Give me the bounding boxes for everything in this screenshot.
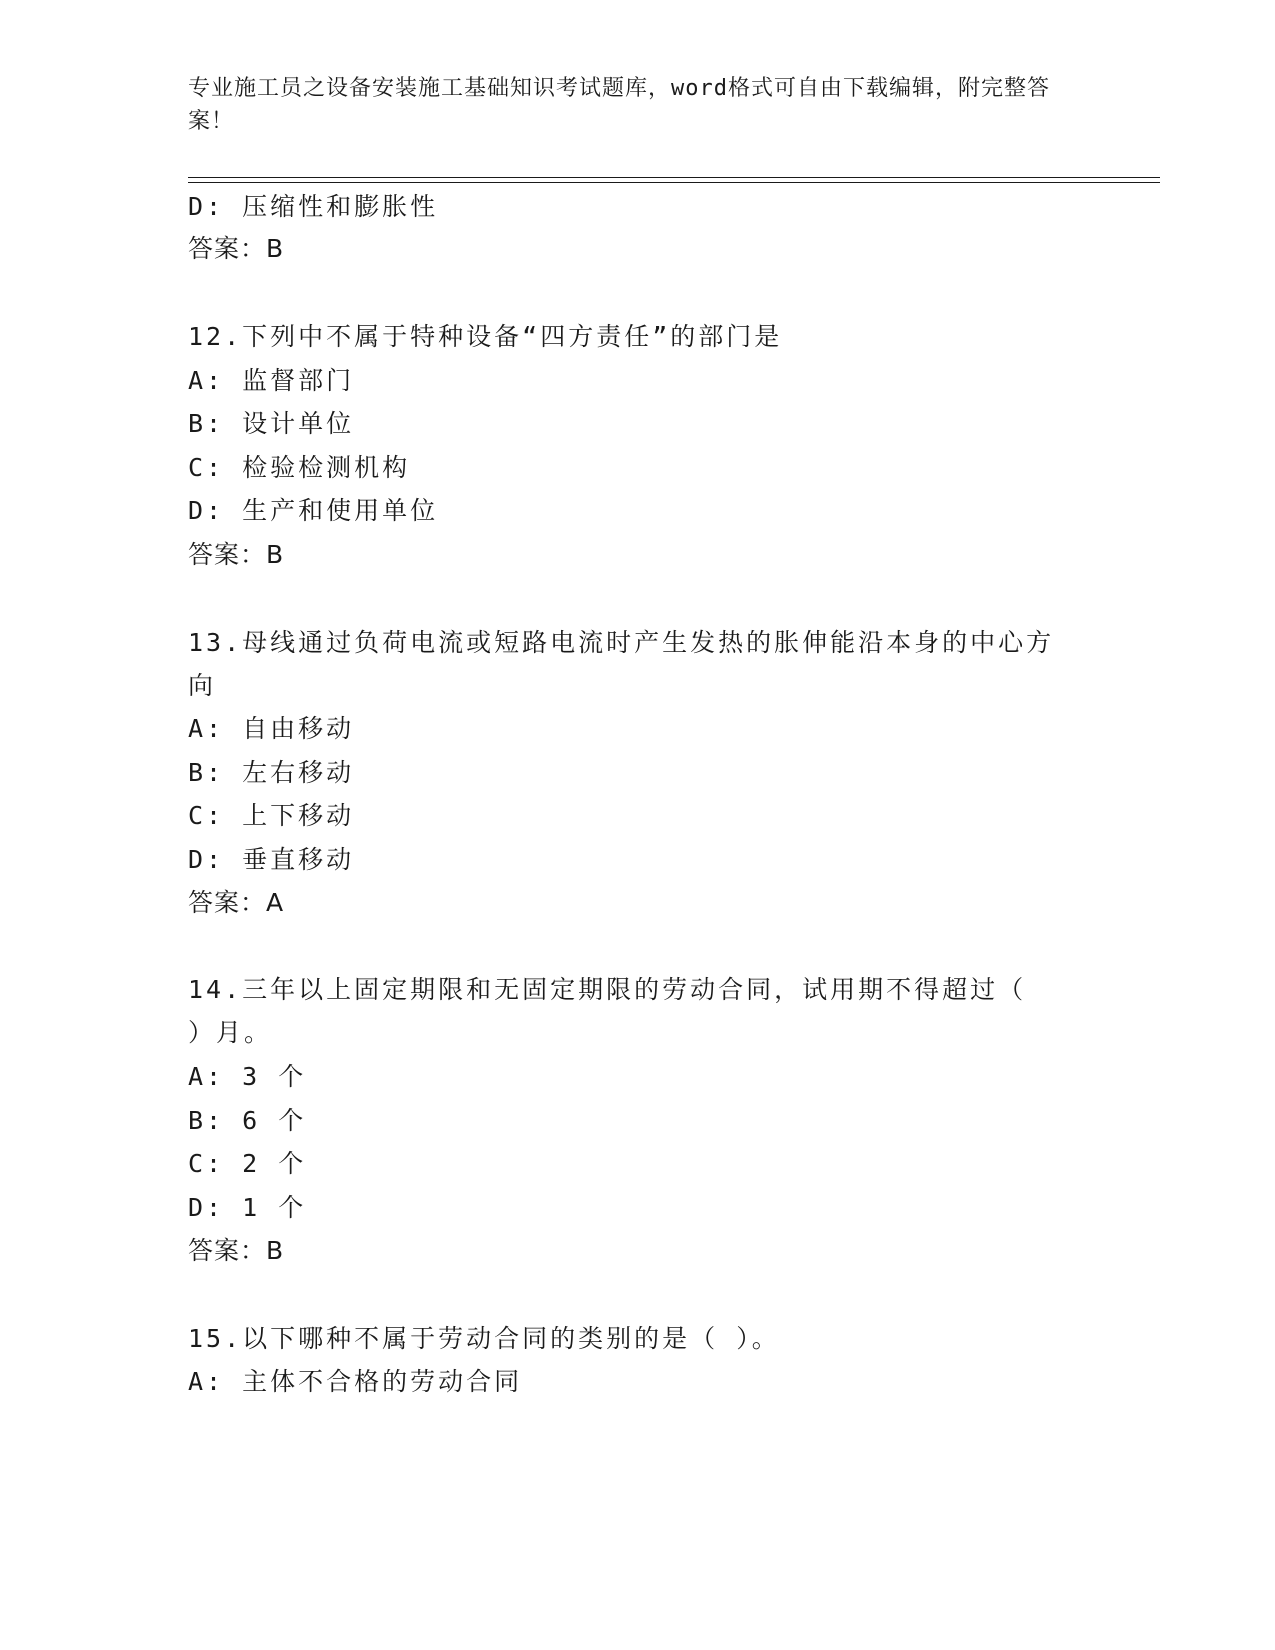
document-header: 专业施工员之设备安装施工基础知识考试题库，word格式可自由下载编辑，附完整答案！ — [188, 76, 1050, 134]
q14-option-b: B: 6 个 — [188, 1106, 307, 1135]
q14-option-d: D: 1 个 — [188, 1193, 307, 1222]
q12-answer: 答案：B — [188, 540, 285, 569]
q12-option-b: B: 设计单位 — [188, 409, 355, 438]
q13-option-d: D: 垂直移动 — [188, 845, 355, 874]
header-divider-bottom — [188, 182, 1160, 183]
q11-answer: 答案：B — [188, 234, 285, 263]
q15-option-a: A: 主体不合格的劳动合同 — [188, 1367, 523, 1396]
header-divider-top — [188, 177, 1160, 178]
q15-question: 15.以下哪种不属于劳动合同的类别的是（ ）。 — [188, 1324, 780, 1353]
q14-answer: 答案：B — [188, 1236, 285, 1265]
q12-option-d: D: 生产和使用单位 — [188, 496, 439, 525]
q11-option-d: D: 压缩性和膨胀性 — [188, 192, 439, 221]
q14-question-line1: 14.三年以上固定期限和无固定期限的劳动合同，试用期不得超过（ — [188, 975, 1027, 1004]
q13-question-line2: 向 — [188, 671, 217, 700]
q13-option-b: B: 左右移动 — [188, 758, 355, 787]
q13-option-c: C: 上下移动 — [188, 801, 355, 830]
q13-answer: 答案：A — [188, 888, 285, 917]
q14-option-a: A: 3 个 — [188, 1062, 307, 1091]
q13-question-line1: 13.母线通过负荷电流或短路电流时产生发热的胀伸能沿本身的中心方 — [188, 628, 1055, 657]
q14-question-line2: ）月。 — [188, 1018, 273, 1047]
q12-option-c: C: 检验检测机构 — [188, 453, 411, 482]
q12-option-a: A: 监督部门 — [188, 366, 355, 395]
q12-question: 12.下列中不属于特种设备“四方责任”的部门是 — [188, 322, 783, 351]
q14-option-c: C: 2 个 — [188, 1149, 307, 1178]
q13-option-a: A: 自由移动 — [188, 714, 355, 743]
